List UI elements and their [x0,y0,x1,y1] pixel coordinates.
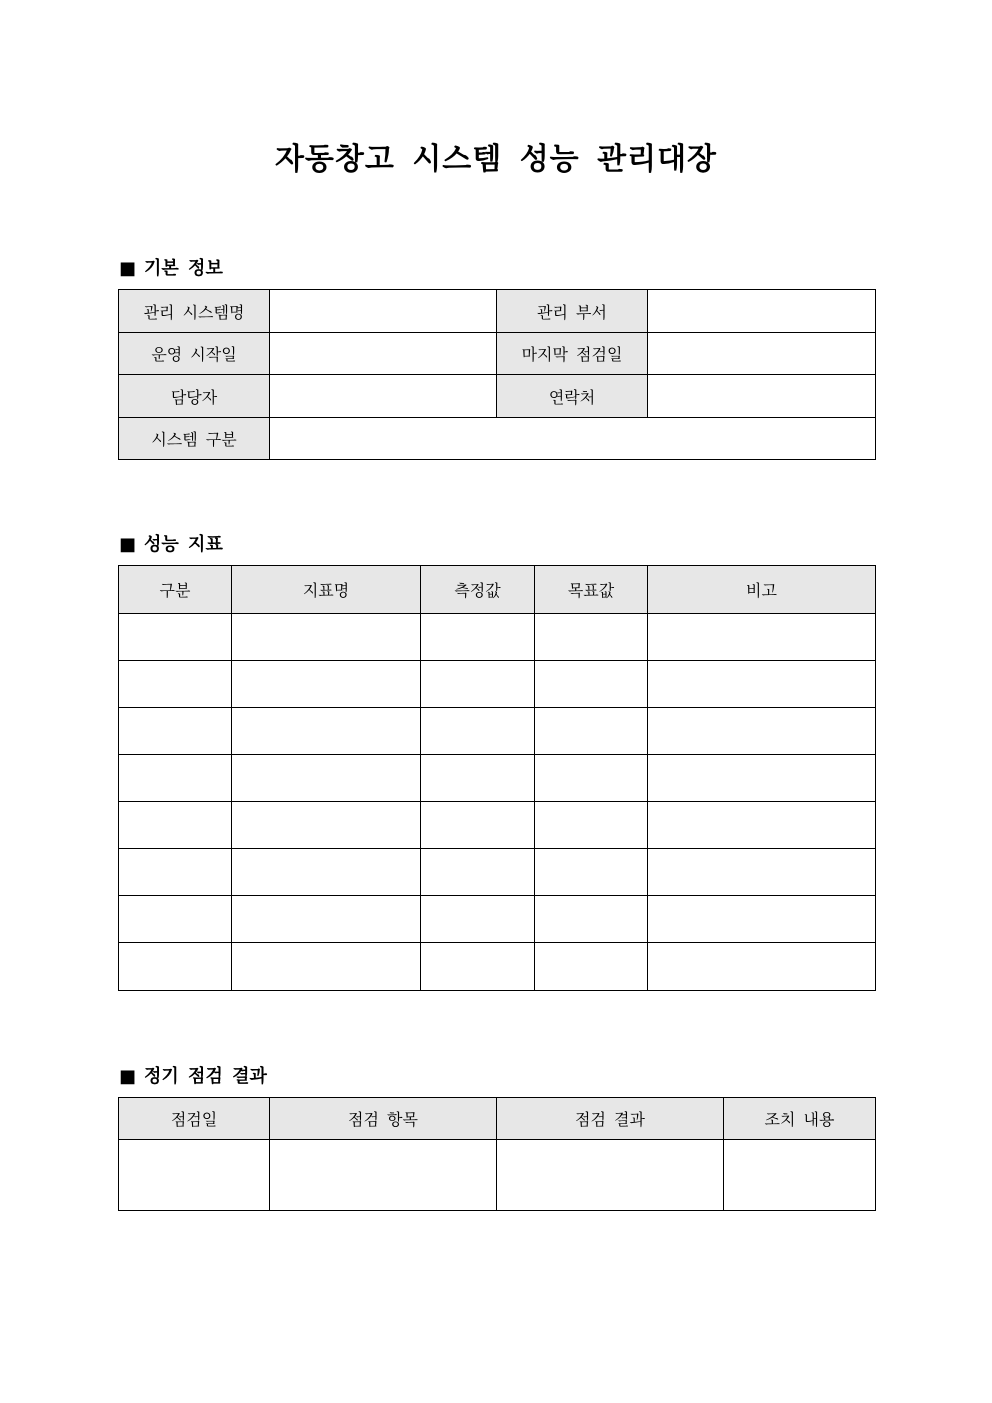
table-cell[interactable] [421,708,535,755]
table-cell[interactable] [119,943,232,991]
section-title: 정기 점검 결과 [144,1066,267,1087]
department-field[interactable] [648,290,876,333]
table-cell[interactable] [232,614,421,661]
column-header-inspection-result: 점검 결과 [497,1098,724,1140]
table-cell[interactable] [421,849,535,896]
table-cell[interactable] [119,708,232,755]
table-cell[interactable] [119,755,232,802]
table-cell[interactable] [270,1140,497,1211]
table-row [119,290,876,333]
table-cell[interactable] [421,802,535,849]
table-cell[interactable] [648,802,876,849]
table-cell[interactable] [421,755,535,802]
table-cell[interactable] [724,1140,876,1211]
manager-field[interactable] [270,375,497,418]
column-header-remarks: 비고 [648,566,876,614]
table-cell[interactable] [232,802,421,849]
label-last-inspection: 마지막 점검일 [497,333,648,375]
table-row [119,418,876,460]
table-row [119,943,876,991]
table-cell[interactable] [119,661,232,708]
label-department: 관리 부서 [497,290,648,333]
label-manager: 담당자 [119,375,270,418]
table-row [119,755,876,802]
table-row [119,333,876,375]
square-bullet-icon: ■ [119,1066,137,1087]
table-row [119,708,876,755]
inspection-table [118,1097,876,1211]
column-header-measured-value: 측정값 [421,566,535,614]
table-cell[interactable] [648,708,876,755]
system-type-field[interactable] [270,418,876,460]
section-title: 성능 지표 [144,534,223,555]
column-header-target-value: 목표값 [535,566,648,614]
section-heading-basic-info [119,254,223,280]
table-cell[interactable] [232,755,421,802]
table-row [119,1140,876,1211]
table-cell[interactable] [497,1140,724,1211]
table-row [119,849,876,896]
table-cell[interactable] [421,614,535,661]
table-cell[interactable] [232,708,421,755]
label-system-type: 시스템 구분 [119,418,270,460]
table-header-row [119,1098,876,1140]
table-row [119,661,876,708]
table-cell[interactable] [119,849,232,896]
table-cell[interactable] [232,849,421,896]
table-cell[interactable] [535,802,648,849]
last-inspection-field[interactable] [648,333,876,375]
table-cell[interactable] [535,661,648,708]
table-cell[interactable] [648,896,876,943]
table-cell[interactable] [535,943,648,991]
table-row [119,896,876,943]
square-bullet-icon: ■ [119,258,137,279]
column-header-action-taken: 조치 내용 [724,1098,876,1140]
table-cell[interactable] [119,614,232,661]
table-cell[interactable] [648,661,876,708]
table-cell[interactable] [421,661,535,708]
table-cell[interactable] [535,755,648,802]
page-title: 자동창고 시스템 성능 관리대장 [274,142,718,177]
table-cell[interactable] [535,708,648,755]
column-header-category: 구분 [119,566,232,614]
table-cell[interactable] [119,896,232,943]
table-cell[interactable] [232,943,421,991]
square-bullet-icon: ■ [119,534,137,555]
table-cell[interactable] [232,896,421,943]
section-heading-performance [119,530,223,556]
start-date-field[interactable] [270,333,497,375]
column-header-metric-name: 지표명 [232,566,421,614]
table-cell[interactable] [648,755,876,802]
contact-field[interactable] [648,375,876,418]
section-title: 기본 정보 [144,258,223,279]
table-cell[interactable] [648,849,876,896]
table-row [119,614,876,661]
label-start-date: 운영 시작일 [119,333,270,375]
table-cell[interactable] [535,849,648,896]
label-contact: 연락처 [497,375,648,418]
section-heading-inspection [119,1062,267,1088]
performance-table [118,565,876,991]
table-cell[interactable] [421,943,535,991]
table-row [119,375,876,418]
table-cell[interactable] [535,614,648,661]
table-cell[interactable] [119,802,232,849]
table-row [119,802,876,849]
table-cell[interactable] [648,943,876,991]
table-header-row [119,566,876,614]
table-cell[interactable] [535,896,648,943]
column-header-inspection-date: 점검일 [119,1098,270,1140]
table-cell[interactable] [648,614,876,661]
label-system-name: 관리 시스템명 [119,290,270,333]
basic-info-table [118,289,876,460]
table-cell[interactable] [232,661,421,708]
table-cell[interactable] [119,1140,270,1211]
system-name-field[interactable] [270,290,497,333]
table-cell[interactable] [421,896,535,943]
column-header-inspection-item: 점검 항목 [270,1098,497,1140]
